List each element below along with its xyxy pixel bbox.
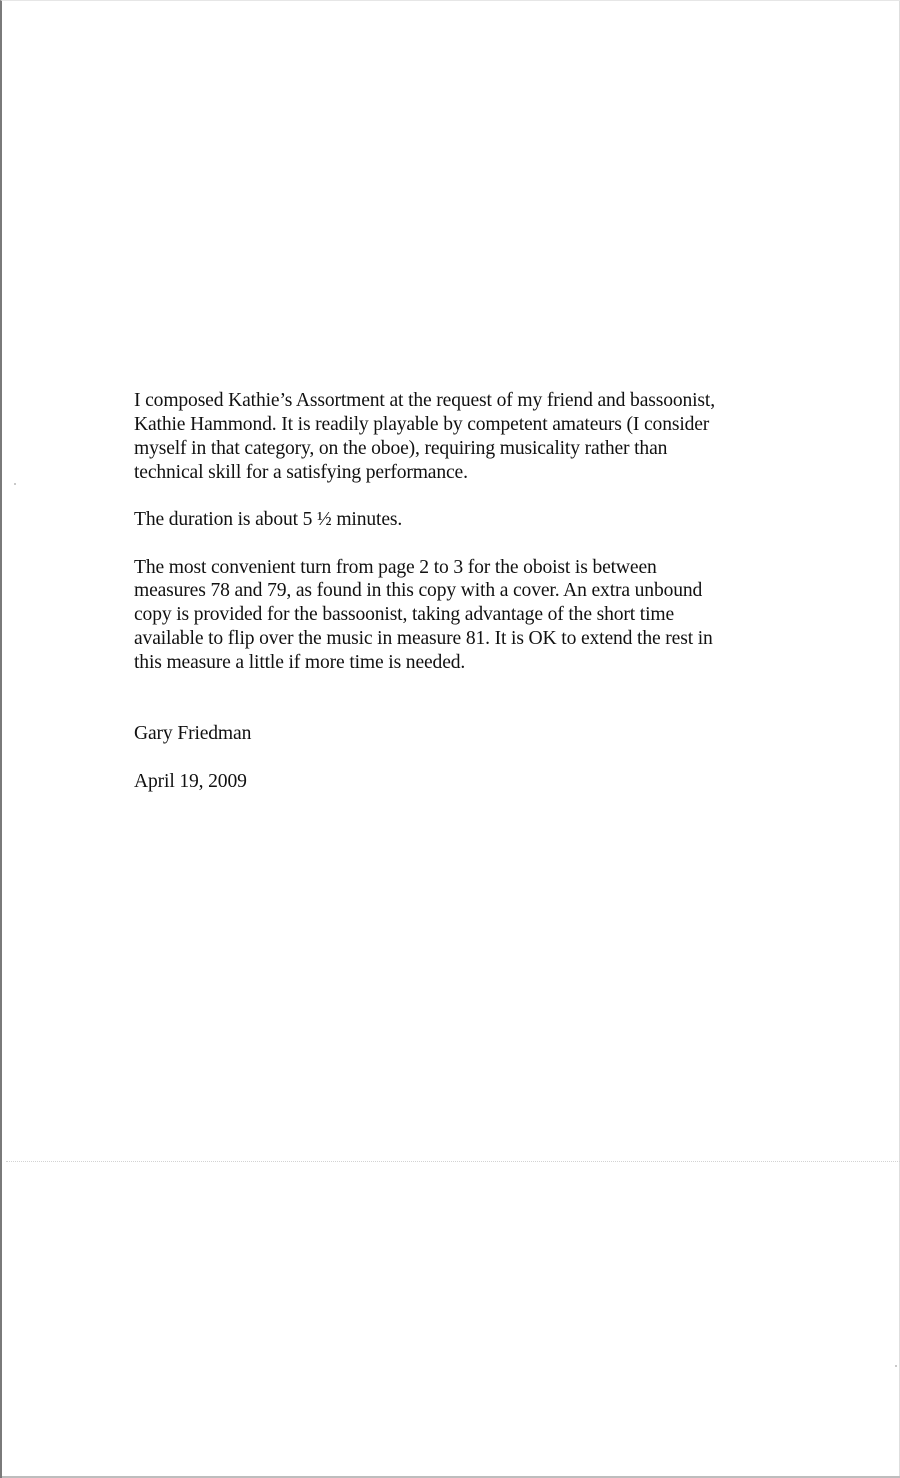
signature-date: April 19, 2009 [134,771,247,793]
paragraph-page-turn: The most convenient turn from page 2 to 3 for the oboist is between measures 78 and 79, as found in this copy with a cover. An extra unbound copy is provided for the bassoonist, taking advantage of the short time available to flip over the music in measure 81. It is OK to extend the rest in this measure a little if more time is needed. [134,556,713,674]
signature-block [134,699,774,819]
paragraph-duration: The duration is about 5 ½ minutes. [134,509,403,531]
paragraph-composition: I composed Kathie’s Assortment at the request of my friend and bassoonist, Kathie Hammond. It is readily playable by competent amateurs (I consider myself in that category, on the oboe), requiring musicality rather than technical skill for a satisfying performance. [134,390,715,483]
scan-speck [895,1365,897,1367]
signature-name: Gary Friedman [134,723,252,745]
program-note [134,389,774,842]
page-fold-line [6,1161,900,1162]
scan-speck [14,483,16,485]
